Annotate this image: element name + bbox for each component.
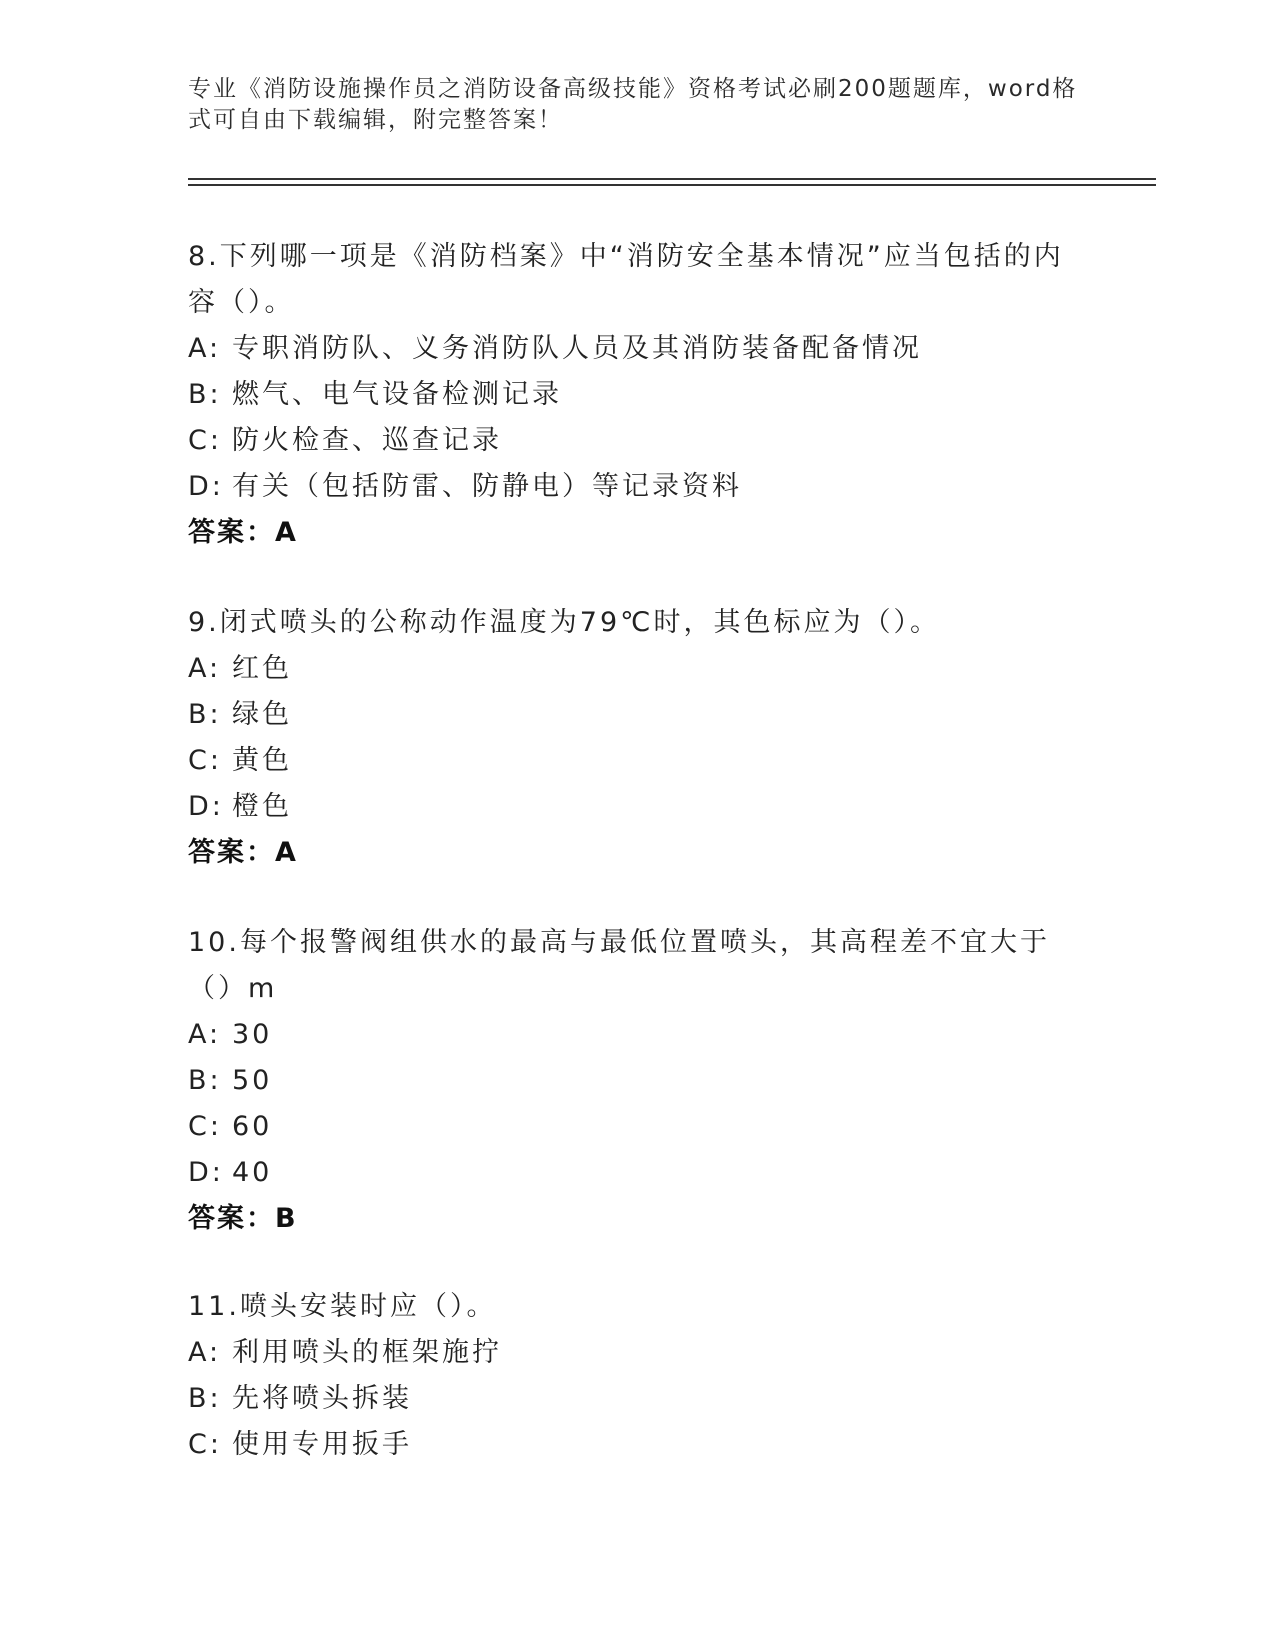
- header-divider-bottom: [188, 184, 1156, 186]
- option-text: 40: [232, 1157, 273, 1188]
- question-9: [188, 600, 1068, 876]
- option-text: 有关（包括防雷、防静电）等记录资料: [232, 471, 742, 502]
- option-b: [188, 692, 1068, 738]
- option-text: 使用专用扳手: [232, 1429, 412, 1460]
- option-key: D:: [188, 471, 224, 502]
- header-divider-top: [188, 178, 1156, 180]
- option-key: B:: [188, 1383, 222, 1414]
- option-text: 60: [232, 1111, 273, 1142]
- option-text: 专职消防队、义务消防队人员及其消防装备配备情况: [232, 333, 922, 364]
- option-b: [188, 372, 1068, 418]
- option-key: B:: [188, 699, 222, 730]
- document-header: 专业《消防设施操作员之消防设备高级技能》资格考试必刷200题题库，word格式可自由下载编辑，附完整答案！: [188, 76, 1078, 133]
- option-d: [188, 784, 1068, 830]
- option-text: 30: [232, 1019, 273, 1050]
- option-key: D:: [188, 1157, 224, 1188]
- question-text: 11.喷头安装时应（）。: [188, 1291, 497, 1322]
- option-text: 先将喷头拆装: [232, 1383, 412, 1414]
- option-a: [188, 1330, 1068, 1376]
- option-key: C:: [188, 425, 222, 456]
- question-8: [188, 234, 1068, 556]
- question-11: [188, 1284, 1068, 1468]
- option-b: [188, 1376, 1068, 1422]
- question-text: 9.闭式喷头的公称动作温度为79℃时，其色标应为（）。: [188, 607, 940, 638]
- option-text: 防火检查、巡查记录: [232, 425, 502, 456]
- option-key: B:: [188, 379, 222, 410]
- question-10: [188, 920, 1068, 1242]
- option-key: C:: [188, 1429, 222, 1460]
- option-key: D:: [188, 791, 224, 822]
- option-text: 红色: [232, 653, 292, 684]
- option-d: [188, 464, 1068, 510]
- option-key: A:: [188, 333, 222, 364]
- option-c: [188, 1422, 1068, 1468]
- option-key: C:: [188, 1111, 222, 1142]
- option-a: [188, 326, 1068, 372]
- option-text: 利用喷头的框架施拧: [232, 1337, 502, 1368]
- option-a: [188, 1012, 1068, 1058]
- option-b: [188, 1058, 1068, 1104]
- option-c: [188, 738, 1068, 784]
- option-d: [188, 1150, 1068, 1196]
- option-key: A:: [188, 1019, 222, 1050]
- option-key: B:: [188, 1065, 222, 1096]
- answer: 答案：A: [188, 837, 298, 868]
- answer: 答案：A: [188, 517, 298, 548]
- question-text: 10.每个报警阀组供水的最高与最低位置喷头，其高程差不宜大于（）m: [188, 927, 1050, 1004]
- option-key: A:: [188, 1337, 222, 1368]
- option-text: 燃气、电气设备检测记录: [232, 379, 562, 410]
- option-text: 50: [232, 1065, 273, 1096]
- answer: 答案：B: [188, 1203, 298, 1234]
- option-text: 绿色: [232, 699, 292, 730]
- option-c: [188, 1104, 1068, 1150]
- question-text: 8.下列哪一项是《消防档案》中“消防安全基本情况”应当包括的内容（）。: [188, 241, 1064, 318]
- option-text: 橙色: [232, 791, 292, 822]
- option-text: 黄色: [232, 745, 292, 776]
- option-key: A:: [188, 653, 222, 684]
- option-c: [188, 418, 1068, 464]
- option-key: C:: [188, 745, 222, 776]
- option-a: [188, 646, 1068, 692]
